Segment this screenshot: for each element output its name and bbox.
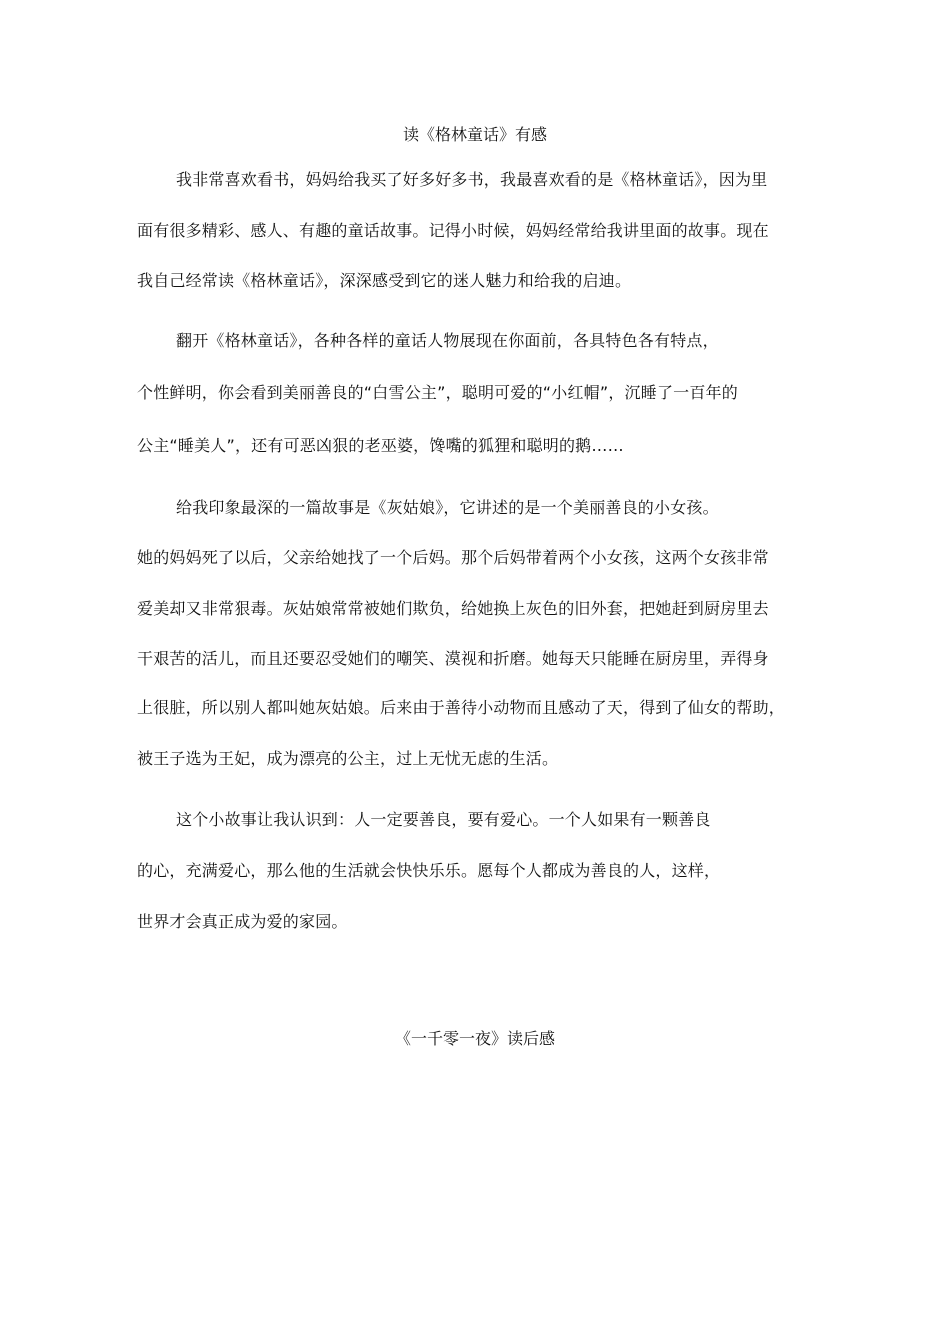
paragraph-3-line-6: 被王子选为王妃，成为漂亮的公主，过上无忧无虑的生活。 xyxy=(137,749,559,768)
paragraph-1-line-3: 我自己经常读《格林童话》，深深感受到它的迷人魅力和给我的启迪。 xyxy=(137,271,632,290)
paragraph-3-line-1: 给我印象最深的一篇故事是《灰姑娘》，它讲述的是一个美丽善良的小女孩。 xyxy=(176,498,719,517)
paragraph-1-line-2: 面有很多精彩、感人、有趣的童话故事。记得小时候，妈妈经常给我讲里面的故事。现在 xyxy=(137,221,769,240)
paragraph-2-line-1: 翻开《格林童话》，各种各样的童话人物展现在你面前，各具特色各有特点， xyxy=(176,331,719,350)
paragraph-2-line-2: 个性鲜明，你会看到美丽善良的“白雪公主”，聪明可爱的“小红帽”，沉睡了一百年的 xyxy=(137,383,738,402)
paragraph-3-line-4: 干艰苦的活儿，而且还要忍受她们的嘲笑、漠视和折磨。她每天只能睡在厨房里，弄得身 xyxy=(137,649,769,668)
paragraph-4-line-3: 世界才会真正成为爱的家园。 xyxy=(137,912,348,931)
next-document-title: 《一千零一夜》读后感 xyxy=(394,1029,555,1048)
paragraph-4-line-1: 这个小故事让我认识到：人一定要善良，要有爱心。一个人如果有一颗善良 xyxy=(176,810,711,829)
paragraph-3-line-3: 爱美却又非常狠毒。灰姑娘常常被她们欺负，给她换上灰色的旧外套，把她赶到厨房里去 xyxy=(137,599,769,618)
document-title: 读《格林童话》有感 xyxy=(402,125,547,144)
paragraph-1-line-1: 我非常喜欢看书，妈妈给我买了好多好多书，我最喜欢看的是《格林童话》，因为里 xyxy=(176,170,768,189)
paragraph-3-line-5: 上很脏，所以别人都叫她灰姑娘。后来由于善待小动物而且感动了天，得到了仙女的帮助， xyxy=(137,698,786,717)
paragraph-4-line-2: 的心，充满爱心，那么他的生活就会快快乐乐。愿每个人都成为善良的人，这样， xyxy=(137,861,721,880)
paragraph-3-line-2: 她的妈妈死了以后，父亲给她找了一个后妈。那个后妈带着两个小女孩，这两个女孩非常 xyxy=(137,548,769,567)
paragraph-2-line-3: 公主“睡美人”，还有可恶凶狠的老巫婆，馋嘴的狐狸和聪明的鹅…… xyxy=(137,436,624,455)
